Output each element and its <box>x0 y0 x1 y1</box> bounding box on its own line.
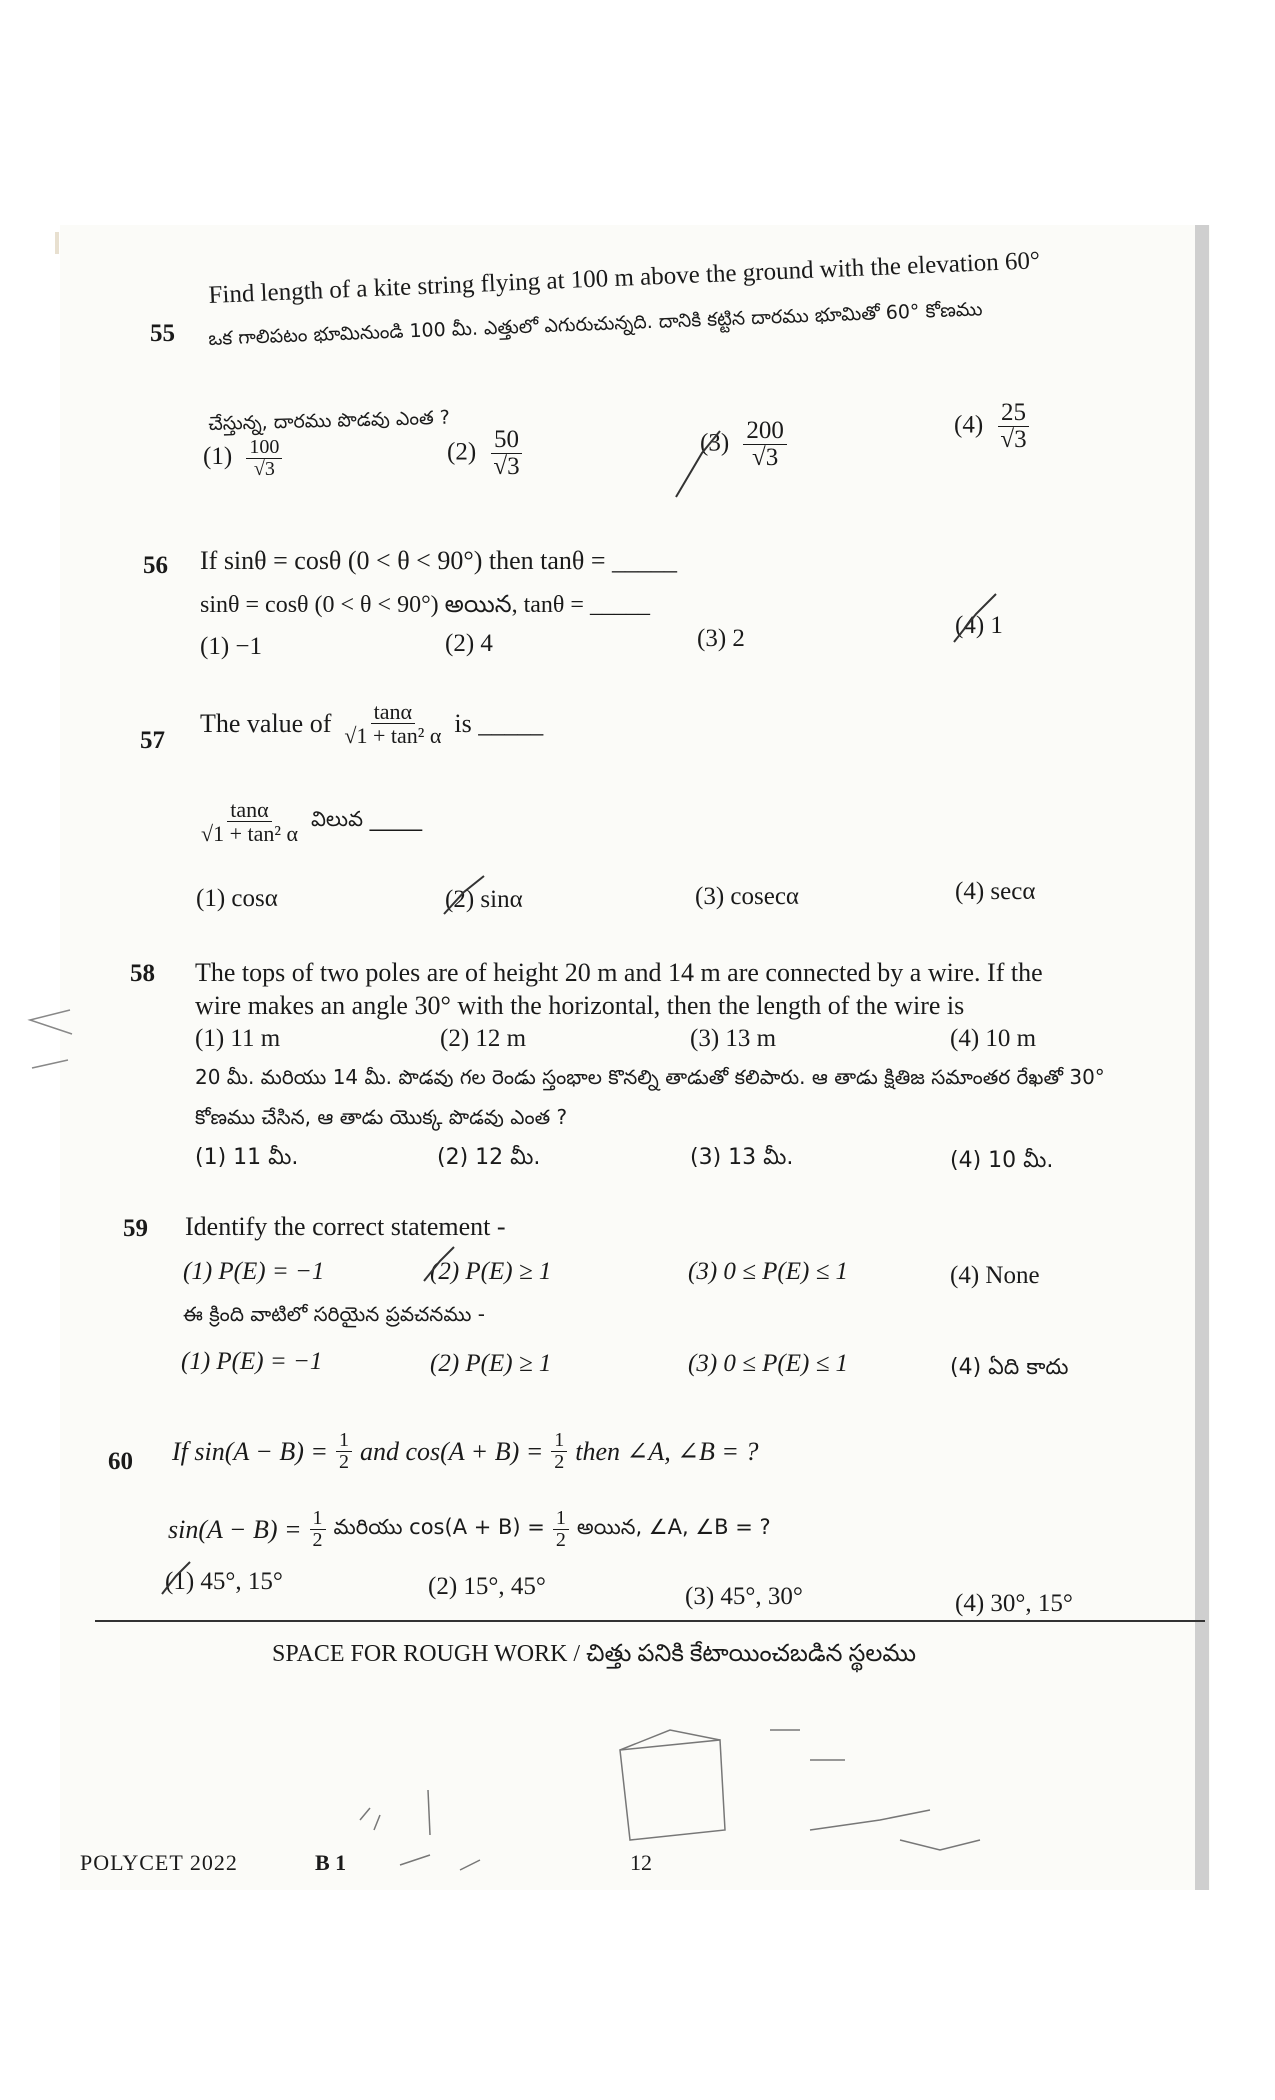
question-text-en-line2: wire makes an angle 30° with the horizontal, then the length of the wire is <box>195 991 965 1020</box>
question-part: If sin(A − B) = <box>172 1436 328 1466</box>
option-2-te: (2) P(E) ≥ 1 <box>430 1350 552 1377</box>
question-text-te-line2: కోణము చేసిన, ఆ తాడు యొక్క పొడవు ఎంత ? <box>195 1105 568 1129</box>
option-4-te: (4) ఏది కాదు <box>950 1355 1069 1380</box>
fraction-numerator: tanα <box>371 700 415 724</box>
footer-exam-name: POLYCET 2022 <box>80 1850 238 1875</box>
question-number: 58 <box>130 960 155 987</box>
fraction-denominator: 2 <box>555 1529 566 1551</box>
question-part: then ∠A, ∠B = ? <box>575 1436 759 1466</box>
question-text-en <box>172 1430 758 1473</box>
question-part: and cos(A + B) = <box>359 1436 544 1466</box>
fraction-denominator: √3 <box>752 444 779 472</box>
question-part: మరియు cos(A + B) = <box>333 1514 545 1539</box>
question-number: 56 <box>143 552 168 579</box>
pen-tick-mark <box>420 1245 460 1285</box>
option-2-te: (2) 12 మీ. <box>437 1145 541 1170</box>
option-3: (3) cosecα <box>695 883 800 910</box>
option-4: (4) 1 <box>955 612 1003 639</box>
section-divider <box>95 1620 1205 1622</box>
option-4: (4) None <box>950 1262 1040 1289</box>
question-suffix: is _____ <box>454 708 544 738</box>
option-4 <box>954 400 1030 454</box>
option-2: (2) P(E) ≥ 1 <box>430 1258 552 1285</box>
option-1-te: (1) 11 మీ. <box>195 1145 299 1170</box>
question-text-te <box>198 798 422 845</box>
question-text-en: Find length of a kite string flying at 100 m above the ground with the elevation 60° <box>208 247 1041 309</box>
fraction-numerator: 50 <box>491 427 522 454</box>
option-4-te: (4) 10 మీ. <box>950 1148 1054 1173</box>
option-3-te: (3) 13 మీ. <box>690 1145 794 1170</box>
option-1: (1) P(E) = −1 <box>183 1258 325 1285</box>
fraction-denominator: √1 + tan² α <box>344 723 442 749</box>
option-2: (2) sinα <box>445 886 523 913</box>
question-prefix: The value of <box>200 708 332 738</box>
question-part: sin(A − B) = <box>168 1514 302 1544</box>
question-number: 57 <box>140 727 165 754</box>
option-2: (2) 4 <box>445 630 493 657</box>
option-3: (3) 45°, 30° <box>685 1583 803 1610</box>
fraction-numerator: 200 <box>743 418 787 445</box>
option-1: (1) −1 <box>200 633 262 660</box>
option-4: (4) 10 m <box>950 1025 1037 1052</box>
question-number: 60 <box>108 1448 133 1475</box>
question-suffix: విలువ _____ <box>310 806 423 831</box>
question-text-te-line2: చేస్తున్న, దారము పొడవు ఎంత ? <box>208 406 451 435</box>
page-edge-shadow <box>1195 225 1209 1890</box>
question-text-te: sinθ = cosθ (0 < θ < 90°) అయిన, tanθ = _____ <box>200 592 650 618</box>
question-number: 59 <box>123 1215 148 1242</box>
fraction-denominator: √3 <box>253 458 275 480</box>
option-1: (1) cosα <box>196 885 278 912</box>
option-2: (2) 12 m <box>440 1025 527 1052</box>
question-text-te: 20 మీ. మరియు 14 మీ. పొడవు గల రెండు స్తంభాల కొనల్ని తాడుతో కలిపారు. ఆ తాడు క్షితిజ సమాంతర రేఖతో 30° <box>195 1065 1105 1089</box>
option-2 <box>447 427 523 481</box>
option-label: (4) <box>954 411 984 439</box>
fraction-denominator: √3 <box>493 453 520 481</box>
footer-paper-code: B 1 <box>315 1850 347 1875</box>
fraction-numerator: 100 <box>246 437 282 459</box>
fraction-denominator: 2 <box>312 1529 323 1551</box>
question-text-en: If sinθ = cosθ (0 < θ < 90°) then tanθ = _____ <box>200 546 678 575</box>
pen-tick-mark <box>158 1560 198 1600</box>
option-1-te: (1) P(E) = −1 <box>181 1348 323 1375</box>
option-3: (3) 0 ≤ P(E) ≤ 1 <box>688 1258 849 1285</box>
fraction-denominator: √3 <box>1000 426 1027 454</box>
fraction-denominator: 2 <box>338 1451 349 1473</box>
fraction-numerator: 1 <box>553 1508 569 1530</box>
fraction-numerator: 1 <box>336 1430 352 1452</box>
option-4: (4) 30°, 15° <box>955 1590 1073 1617</box>
question-text-te: ఈ క్రింది వాటిలో సరియైన ప్రవచనము - <box>183 1302 485 1326</box>
fraction-denominator: √1 + tan² α <box>201 821 298 847</box>
question-text-en: The tops of two poles are of height 20 m and 14 m are connected by a wire. If the <box>195 958 1043 987</box>
pen-tick-mark <box>440 874 490 919</box>
option-1 <box>203 437 282 480</box>
question-text-te: ఒక గాలిపటం భూమినుండి 100 మీ. ఎత్తులో ఎగురుచున్నది. దానికి కట్టిన దారము భూమితో 60° కోణము <box>208 298 983 350</box>
question-text-en <box>200 700 543 747</box>
fraction-numerator: 1 <box>551 1430 567 1452</box>
option-3: (3) 13 m <box>690 1025 777 1052</box>
rough-work-scribbles <box>340 1690 1060 1880</box>
option-label: (1) <box>203 443 233 471</box>
pen-tick-mark <box>948 590 1008 650</box>
option-1: (1) 45°, 15° <box>165 1568 283 1595</box>
option-2: (2) 15°, 45° <box>428 1573 546 1600</box>
option-label: (3) <box>700 429 730 457</box>
pen-tick-mark <box>668 425 728 505</box>
option-label: (2) <box>447 438 477 466</box>
option-4: (4) secα <box>955 878 1036 905</box>
option-3-te: (3) 0 ≤ P(E) ≤ 1 <box>688 1350 849 1377</box>
question-text-en: Identify the correct statement - <box>185 1212 506 1241</box>
footer-page-number: 12 <box>630 1850 652 1875</box>
fraction-numerator: tanα <box>227 798 271 822</box>
page-mark <box>55 232 59 254</box>
option-1: (1) 11 m <box>195 1025 281 1052</box>
question-text-te <box>168 1508 771 1551</box>
fraction-numerator: 1 <box>310 1508 326 1530</box>
option-3: (3) 2 <box>697 625 745 652</box>
rough-work-heading: SPACE FOR ROUGH WORK / చిత్తు పనికి కేటాయించబడిన స్థలము <box>272 1641 917 1667</box>
fraction-numerator: 25 <box>998 400 1029 427</box>
question-part: అయిన, ∠A, ∠B = ? <box>576 1514 771 1539</box>
margin-scribble <box>20 990 80 1080</box>
question-number: 55 <box>150 320 175 347</box>
fraction-denominator: 2 <box>554 1451 565 1473</box>
